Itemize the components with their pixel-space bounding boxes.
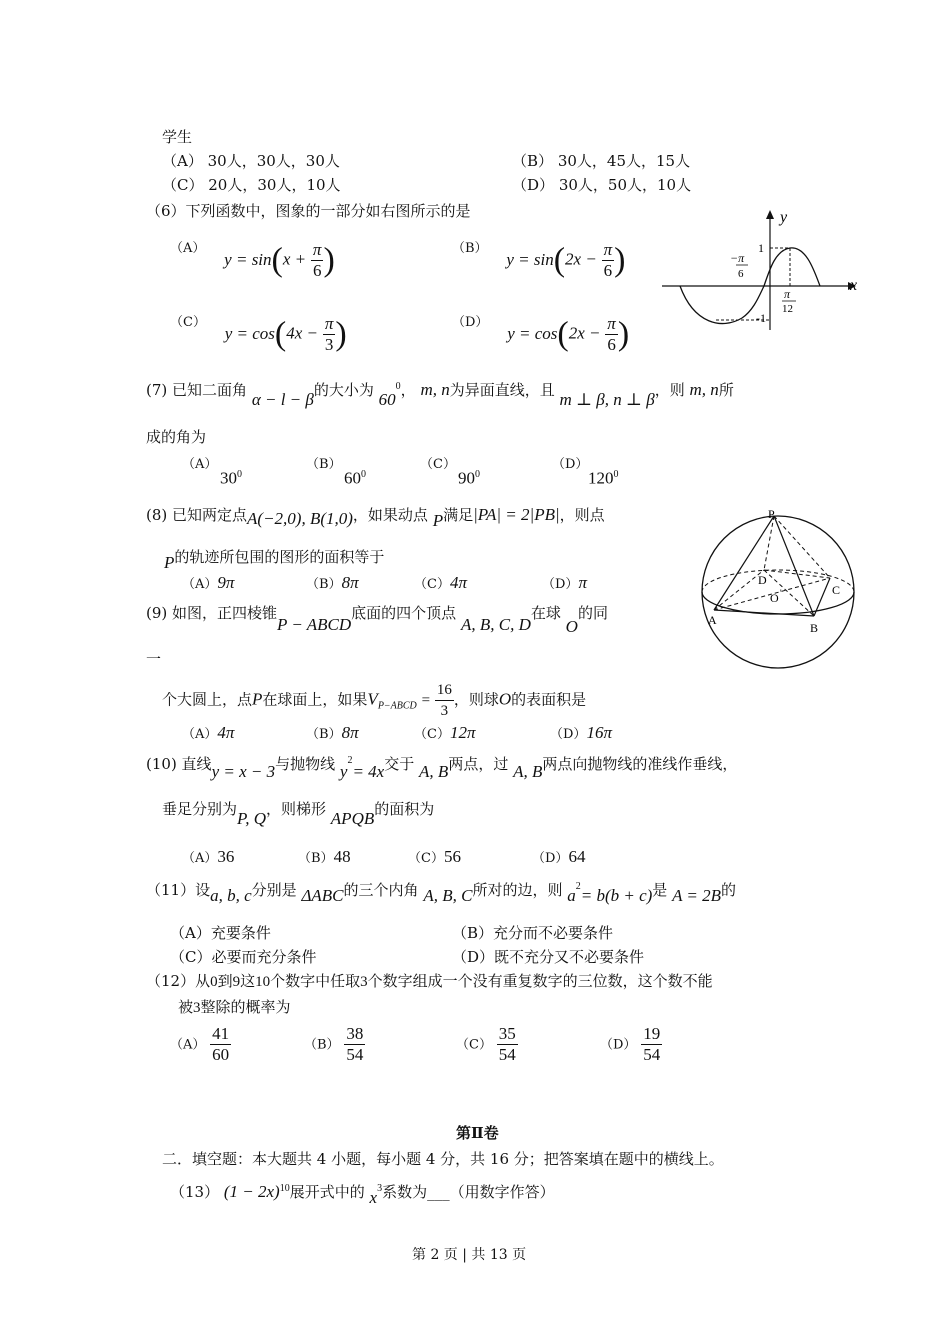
q6-option-a: （A） y = sin(x + $\frac{\pi}{6}$ ) xyxy=(170,240,335,280)
fig-label-b: B xyxy=(810,621,819,635)
q8-option-a: （A）9π xyxy=(182,573,235,592)
q7-option-d-value: $120^0$ xyxy=(588,468,619,488)
svg-text:': ' xyxy=(780,588,782,598)
q11-option-b: （B）充分而不必要条件 xyxy=(452,924,614,942)
part2-title: 第Ⅱ卷 xyxy=(456,1124,499,1142)
q6-sine-graph xyxy=(656,206,866,336)
part2-instructions: 二．填空题：本大题共 4 小题，每小题 4 分，共 16 分；把答案填在题中的横线上。 xyxy=(162,1150,724,1168)
graph-neg-pi: −π xyxy=(730,251,745,265)
q9-option-d: （D）16π xyxy=(550,723,612,742)
q11-option-d: （D）既不充分又不必要条件 xyxy=(452,948,645,966)
graph-x-label: x xyxy=(850,277,858,294)
fig-label-o: O xyxy=(770,591,779,605)
graph-tick-1: 1 xyxy=(758,241,764,255)
fig-label-a: A xyxy=(708,613,717,627)
q10-option-b: （B）48 xyxy=(298,847,351,866)
q7-option-b: （B） xyxy=(306,457,342,472)
page-footer: 第 2 页 | 共 13 页 xyxy=(412,1247,527,1263)
q9-option-b: （B）8π xyxy=(306,723,359,742)
q9-stem: (9) 如图，正四棱锥P − ABCD底面的四个顶点 A, B, C, D在球 O的同 xyxy=(146,604,608,636)
q10-stem-line2: 垂足分别为P, Q，则梯形 APQB的面积为 xyxy=(162,800,435,828)
q5-option-b: （B） 30人，45人，15人 xyxy=(512,152,691,170)
q9-stem-wrap: 一 xyxy=(146,650,162,668)
q5-option-c: （C） 20人，30人，10人 xyxy=(162,176,341,194)
q5-option-a: （A） 30人，30人，30人 xyxy=(162,152,340,170)
q12-option-a: （A） $\frac{41}{60}$ xyxy=(170,1024,230,1064)
q12-stem-line2: 被3整除的概率为 xyxy=(178,998,291,1016)
q8-option-c: （C）4π xyxy=(414,573,467,592)
q6-option-c: （C） y = cos(4x − $\frac{\pi}{3}$ ) xyxy=(170,314,347,354)
q9-option-c: （C）12π xyxy=(414,723,476,742)
q5-option-d: （D） 30人，50人，10人 xyxy=(512,176,692,194)
q5-continuation: 学生 xyxy=(162,128,193,146)
q12-option-d: （D） $\frac{19}{54}$ xyxy=(600,1024,661,1064)
q11-option-a: （A）充要条件 xyxy=(170,924,271,942)
q7-option-a: （A） xyxy=(182,457,218,472)
q7-stem-line2: 成的角为 xyxy=(146,428,207,446)
q12-option-c: （C） $\frac{35}{54}$ xyxy=(456,1024,516,1064)
q8-option-b: （B）8π xyxy=(306,573,359,592)
q7-option-a-value: $30^0$ xyxy=(220,468,242,488)
q6-option-b: （B） y = sin(2x − $\frac{\pi}{6}$ ) xyxy=(452,240,626,280)
q11-stem: （11）设a, b, c分别是 ΔABC的三个内角 A, B, C所对的边，则 $a^2= b(b + c)$是 A = 2B的 xyxy=(146,881,737,905)
q12-option-b: （B） $\frac{38}{54}$ xyxy=(304,1024,364,1064)
q13-stem: （13） $(1 - 2x)^{10}$展开式中的 $x^3$系数为___（用数字作答） xyxy=(170,1182,555,1207)
graph-pi: π xyxy=(784,287,791,301)
q8-option-d: （D）π xyxy=(542,573,587,592)
graph-neg-pi-den: 6 xyxy=(738,268,744,280)
q7-stem: (7) 已知二面角 α − l − β的大小为 $60^0$， m, n为异面直线，且 m ⊥ β, n ⊥ β，则 m, n所 xyxy=(146,380,734,409)
q10-option-c: （C）56 xyxy=(408,847,461,866)
q9-option-a: （A）4π xyxy=(182,723,235,742)
q10-stem: (10) 直线y = x − 3与抛物线 $y^2= 4x$交于 A, B两点，过 A, B两点向抛物线的准线作垂线， xyxy=(146,755,738,781)
q9-stem-line3: 个大圆上，点P在球面上，如果$V_{P-ABCD}$ = $\frac{16}{3}$ ，则球O的表面积是 xyxy=(162,682,587,719)
q7-option-d: （D） xyxy=(552,457,589,472)
q8-stem: (8) 已知两定点A(−2,0), B(1,0)，如果动点 P满足|PA| = 2|PB|，则点 xyxy=(146,505,605,530)
q10-option-a: （A）36 xyxy=(182,847,235,866)
graph-y-label: y xyxy=(780,209,788,226)
graph-tick-neg1: -1 xyxy=(756,311,766,325)
q12-stem: （12）从0到9这10个数字中任取3个数字组成一个没有重复数字的三位数，这个数不能 xyxy=(146,972,713,990)
fig-label-d: D xyxy=(758,573,767,587)
graph-pi-den: 12 xyxy=(782,303,793,315)
q6-stem: （6）下列函数中，图象的一部分如右图所示的是 xyxy=(146,202,471,220)
q8-stem-line2: P的轨迹所包围的图形的面积等于 xyxy=(164,548,385,572)
q7-option-c-value: $90^0$ xyxy=(458,468,480,488)
q10-option-d: （D）64 xyxy=(532,847,586,866)
q9-sphere-pyramid-figure xyxy=(696,506,862,672)
fig-label-p: P xyxy=(768,507,775,521)
fig-label-c: C xyxy=(832,583,841,597)
q7-option-b-value: $60^0$ xyxy=(344,468,366,488)
q11-option-c: （C）必要而充分条件 xyxy=(170,948,317,966)
q7-option-c: （C） xyxy=(420,457,456,472)
q6-option-d: （D） y = cos(2x − $\frac{\pi}{6}$ ) xyxy=(452,314,630,354)
